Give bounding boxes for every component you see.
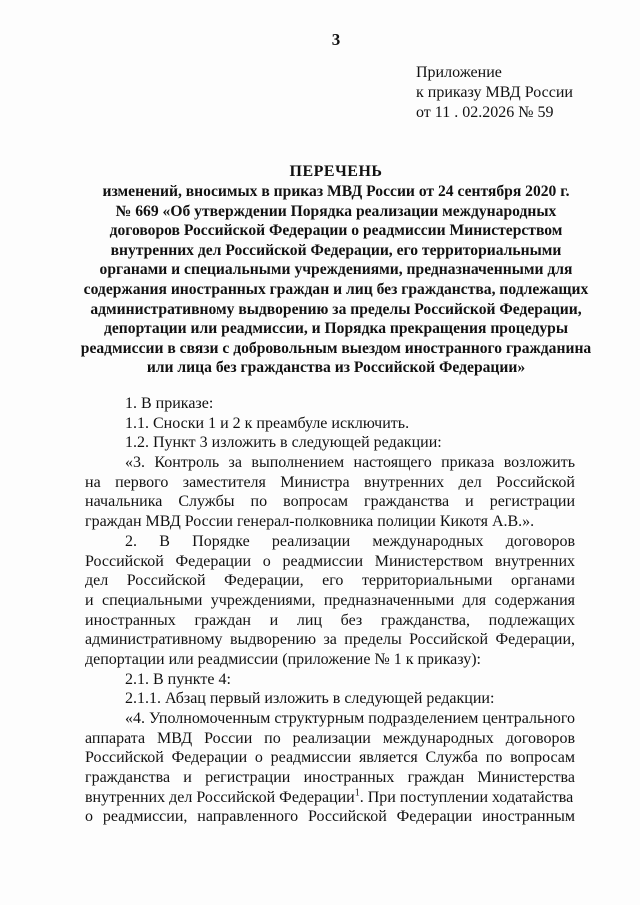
subtitle-line: депортации или реадмиссии, и Порядка прекращения процедуры bbox=[103, 320, 569, 338]
body-line: 1. В приказе: bbox=[125, 395, 214, 412]
body-line-with-footnote bbox=[85, 788, 575, 808]
body-line-part: внутренних дел Российской Федерации bbox=[85, 788, 355, 806]
document-body bbox=[85, 394, 575, 827]
annex-block bbox=[416, 63, 573, 123]
body-line: 2.1. В пункте 4: bbox=[125, 670, 231, 688]
body-line: иностранных граждан и лиц без гражданства, подлежащих bbox=[85, 611, 575, 629]
annex-line: Приложение bbox=[416, 64, 502, 81]
subtitle-line: органами и специальными учреждениями, предназначенными для bbox=[99, 261, 573, 279]
subtitle-line: изменений, вносимых в приказ МВД России от 24 сентября 2020 г. bbox=[102, 183, 570, 200]
subtitle-line: или лица без гражданства из Российской Федерации» bbox=[146, 359, 526, 377]
body-line: «3. Контроль за выполнением настоящего приказа возложить bbox=[125, 454, 575, 472]
body-line: административному выдворению за пределы Российской Федерации, bbox=[85, 631, 575, 649]
body-line: начальника Службы по вопросам гражданства и регистрации bbox=[85, 493, 575, 511]
subtitle-line: № 669 «Об утверждении Порядка реализации международных bbox=[115, 202, 557, 220]
annex-line: от 11 . 02.2026 № 59 bbox=[416, 104, 554, 121]
body-line: на первого заместителя Министра внутренних дел Российской bbox=[85, 473, 575, 491]
body-line: аппарата МВД России по реализации международных договоров bbox=[85, 729, 575, 747]
body-line: 2.1.1. Абзац первый изложить в следующей редакции: bbox=[125, 690, 495, 708]
body-line: Российской Федерации о реадмиссии Министерством внутренних bbox=[85, 552, 575, 570]
document-subtitle bbox=[80, 182, 592, 378]
footnote-marker: 1 bbox=[354, 787, 360, 799]
document-title: ПЕРЕЧЕНЬ bbox=[289, 163, 383, 180]
body-line: 1.2. Пункт 3 изложить в следующей редакции: bbox=[125, 434, 442, 452]
body-line: Российской Федерации о реадмиссии является Служба по вопросам bbox=[85, 749, 575, 767]
body-line: дел Российской Федерации, его территориальными органами bbox=[85, 572, 575, 590]
body-line: 2. В Порядке реализации международных договоров bbox=[125, 532, 575, 550]
body-line: граждан МВД России генерал-полковника полиции Кикотя А.В.». bbox=[85, 513, 535, 531]
subtitle-line: реадмиссии в связи с добровольным выездом иностранного гражданина bbox=[80, 339, 592, 357]
subtitle-line: договоров Российской Федерации о реадмиссии Министерством bbox=[109, 222, 563, 240]
subtitle-line: административному выдворению за пределы Российской Федерации, bbox=[90, 300, 582, 318]
body-line: депортации или реадмиссии (приложение № 1 к приказу): bbox=[85, 650, 481, 668]
body-line-part: . При поступлении ходатайства bbox=[359, 788, 574, 806]
body-line: и специальными учреждениями, предназначенными для содержания bbox=[85, 591, 575, 609]
body-line: гражданства и регистрации иностранных граждан Министерства bbox=[85, 769, 575, 787]
annex-line: к приказу МВД России bbox=[416, 84, 573, 101]
page-number: 3 bbox=[331, 30, 341, 49]
body-line: 1.1. Сноски 1 и 2 к преамбуле исключить. bbox=[125, 414, 410, 432]
subtitle-line: внутренних дел Российской Федерации, его территориальными bbox=[110, 241, 562, 259]
subtitle-line: содержания иностранных граждан и лиц без гражданства, подлежащих bbox=[83, 280, 589, 298]
body-line: «4. Уполномоченным структурным подразделением центрального bbox=[125, 710, 575, 727]
body-line: о реадмиссии, направленного Российской Федерации иностранным bbox=[85, 808, 575, 826]
